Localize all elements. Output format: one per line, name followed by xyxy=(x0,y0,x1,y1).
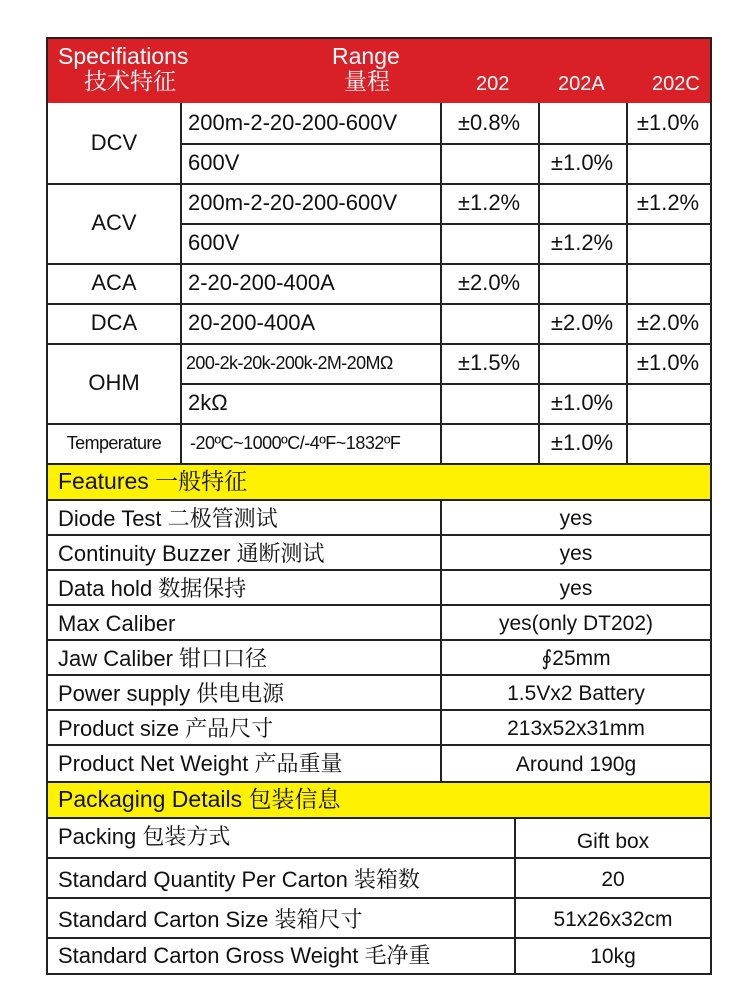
header-range-en: Range xyxy=(332,43,400,69)
packaging-value: Gift box xyxy=(576,830,650,853)
feature-row xyxy=(48,501,710,536)
feature-label: Data hold 数据保持 xyxy=(58,576,247,601)
grid-line xyxy=(180,143,710,145)
grid-line xyxy=(626,103,628,493)
spec-label-acv: ACV xyxy=(91,210,137,235)
table-header xyxy=(48,39,710,103)
accuracy-dcv-2-202a: ±1.0% xyxy=(550,150,614,175)
packaging-row xyxy=(48,819,710,859)
packaging-label: Standard Quantity Per Carton 装箱数 xyxy=(58,867,420,892)
feature-value: yes xyxy=(559,542,593,565)
range-ohm-1: 200-2k-20k-200k-2M-20MΩ xyxy=(186,352,393,373)
spec-label-ohm: OHM xyxy=(88,370,140,395)
feature-value: 213x52x31mm xyxy=(507,717,645,740)
grid-line xyxy=(180,383,710,385)
spec-label-temperature: Temperature xyxy=(66,432,162,453)
accuracy-ohm-1-202c: ±1.0% xyxy=(636,350,700,375)
feature-value: yes xyxy=(559,507,593,530)
spec-label-dca: DCA xyxy=(90,310,138,335)
range-aca: 2-20-200-400A xyxy=(188,270,335,295)
accuracy-acv-1-202c: ±1.2% xyxy=(636,190,700,215)
packaging-row xyxy=(48,939,710,973)
packaging-value: 51x26x32cm xyxy=(553,908,673,931)
packaging-section-title xyxy=(48,781,710,819)
feature-label: Jaw Caliber 钳口口径 xyxy=(58,646,268,671)
header-range-cn: 量程 xyxy=(344,68,390,94)
header-model-202: 202 xyxy=(476,73,510,95)
feature-row xyxy=(48,536,710,571)
feature-label: Max Caliber xyxy=(58,611,176,636)
accuracy-temperature-202a: ±1.0% xyxy=(550,430,614,455)
spec-label-dcv: DCV xyxy=(90,130,138,155)
header-spec-cn: 技术特征 xyxy=(84,68,176,94)
accuracy-dca-202a: ±2.0% xyxy=(550,310,614,335)
feature-value: 1.5Vx2 Battery xyxy=(507,682,645,705)
packaging-value: 10kg xyxy=(590,945,636,968)
range-dca: 20-200-400A xyxy=(188,310,316,335)
feature-label: Diode Test 二极管测试 xyxy=(58,506,278,531)
feature-value: ∮25mm xyxy=(541,647,611,670)
accuracy-ohm-1-202: ±1.5% xyxy=(457,350,521,375)
header-model-202a: 202A xyxy=(558,73,605,95)
feature-row xyxy=(48,711,710,746)
feature-value: yes xyxy=(559,577,593,600)
feature-row xyxy=(48,606,710,641)
feature-label: Continuity Buzzer 通断测试 xyxy=(58,541,325,566)
accuracy-dcv-1-202: ±0.8% xyxy=(457,110,521,135)
feature-label: Power supply 供电电源 xyxy=(58,681,285,706)
packaging-value: 20 xyxy=(601,868,625,891)
range-dcv-2: 600V xyxy=(188,150,240,175)
feature-row xyxy=(48,676,710,711)
packaging-label: Packing 包装方式 xyxy=(58,824,231,849)
packaging-label: Standard Carton Size 装箱尺寸 xyxy=(58,907,363,932)
features-section-title xyxy=(48,463,710,501)
packaging-row xyxy=(48,899,710,939)
packaging-row xyxy=(48,859,710,899)
accuracy-acv-1-202: ±1.2% xyxy=(457,190,521,215)
feature-value: yes(only DT202) xyxy=(498,612,654,635)
features-title: Features 一般特征 xyxy=(58,468,248,494)
range-acv-1: 200m-2-20-200-600V xyxy=(188,190,398,215)
range-temperature: -20ºC~1000ºC/-4ºF~1832ºF xyxy=(190,432,401,453)
packaging-label: Standard Carton Gross Weight 毛净重 xyxy=(58,943,431,968)
accuracy-ohm-2-202a: ±1.0% xyxy=(550,390,614,415)
grid-line xyxy=(180,103,182,493)
accuracy-aca-202: ±2.0% xyxy=(457,270,521,295)
accuracy-dcv-1-202c: ±1.0% xyxy=(636,110,700,135)
spec-label-aca: ACA xyxy=(91,270,137,295)
feature-label: Product size 产品尺寸 xyxy=(58,716,274,741)
range-ohm-2: 2kΩ xyxy=(188,390,228,415)
feature-value: Around 190g xyxy=(515,753,637,776)
range-acv-2: 600V xyxy=(188,230,240,255)
feature-row xyxy=(48,571,710,606)
feature-row xyxy=(48,746,710,781)
range-dcv-1: 200m-2-20-200-600V xyxy=(188,110,398,135)
accuracy-dca-202c: ±2.0% xyxy=(636,310,700,335)
feature-label: Product Net Weight 产品重量 xyxy=(58,751,343,776)
header-model-202c: 202C xyxy=(652,73,700,95)
header-spec-en: Specifiations xyxy=(58,43,189,69)
packaging-title: Packaging Details 包装信息 xyxy=(58,786,341,812)
accuracy-acv-2-202a: ±1.2% xyxy=(550,230,614,255)
spec-grid xyxy=(48,103,710,493)
spec-sheet xyxy=(46,37,712,975)
grid-line xyxy=(180,223,710,225)
feature-row xyxy=(48,641,710,676)
